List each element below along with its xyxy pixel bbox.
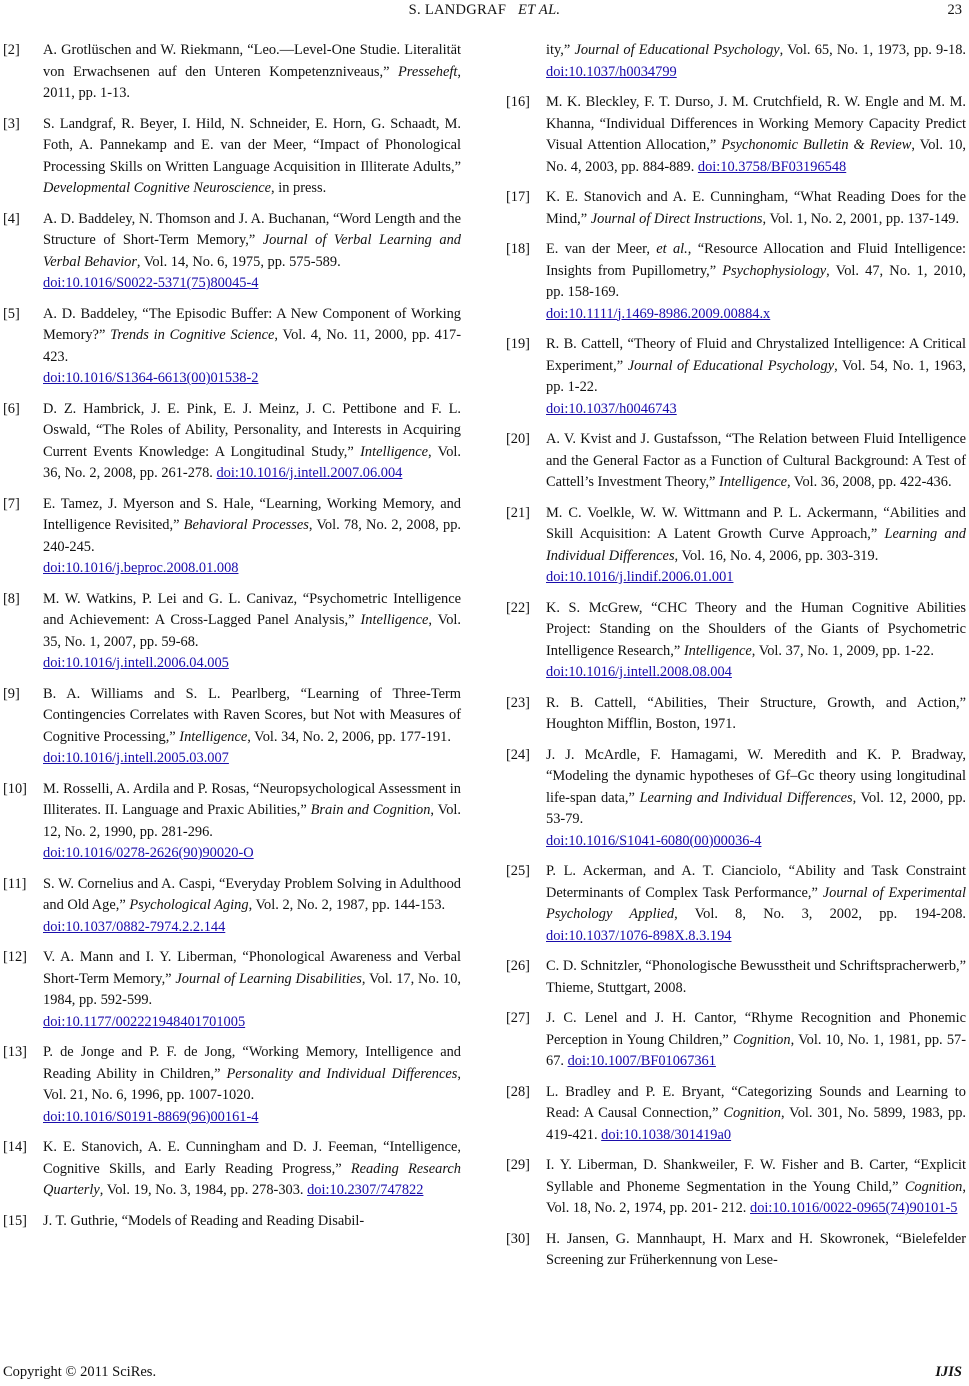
reference-entry <box>506 187 966 230</box>
reference-source-title: Cognition <box>723 1105 781 1121</box>
reference-source-title: Reading Research Quarterly <box>43 1160 461 1198</box>
reference-source-title: Intelligence <box>179 728 248 745</box>
reference-entry <box>506 861 966 947</box>
reference-text: A. D. Baddeley, “The Episodic Buffer: A New Component of Working Memory?” <box>43 305 461 343</box>
reference-number: [13] <box>3 1044 27 1060</box>
reference-number: [5] <box>3 305 20 322</box>
reference-source-title: Cognition <box>904 1178 963 1195</box>
reference-text: S. Landgraf, R. Beyer, I. Hild, N. Schneider, E. Horn, G. Schaadt, M. Foth, A. Pannekamp and E. van der Meer, “Impact of Phonological Processing Skills on Written Language Acquisition in Illiterate Adults,” <box>43 115 461 175</box>
doi-link[interactable]: doi:10.1016/S1041-6080(00)00036-4 <box>546 832 762 849</box>
reference-number: [14] <box>3 1139 27 1155</box>
doi-link[interactable]: doi:10.2307/747822 <box>307 1182 424 1198</box>
reference-text: , Vol. 14, No. 6, 1975, pp. 575-589. <box>136 253 341 270</box>
reference-entry <box>3 494 461 580</box>
doi-link[interactable]: doi:10.1037/1076-898X.8.3.194 <box>546 927 732 944</box>
reference-source-title: Intelligence <box>683 642 752 659</box>
reference-text: , Vol. 10, No. 1, 1981, pp. 57-67. <box>546 1031 967 1069</box>
reference-text: , Vol. 36, No. 2, 2008, pp. 261-278. <box>43 443 461 481</box>
reference-text: , Vol. 4, No. 11, 2000, pp. 417-423. <box>43 327 462 365</box>
reference-source-title: Personality and Individual Differences <box>226 1065 458 1082</box>
reference-text: P. de Jonge and P. F. de Jong, “Working Memory, Intelligence and Reading Ability in Children,” <box>43 1044 461 1082</box>
reference-number: [25] <box>506 863 530 879</box>
doi-link[interactable]: doi:10.3758/BF03196548 <box>697 158 847 175</box>
reference-number: [28] <box>506 1083 530 1100</box>
reference-source-title: Behavioral Processes <box>183 517 309 533</box>
reference-text: M. C. Voelkle, W. W. Wittmann and P. L. Ackermann, “Abilities and Skill Acquisition: A Latent Growth Curve Approach,” <box>546 504 966 542</box>
reference-entry <box>506 745 966 853</box>
reference-entry <box>3 1137 461 1202</box>
reference-text: A. D. Baddeley, N. Thomson and J. A. Buchanan, “Word Length and the Structure of Short-Term Memory,” <box>43 210 461 248</box>
reference-source-title: Psychonomic Bulletin & Review <box>721 137 912 153</box>
doi-link[interactable]: doi:10.1016/S0191-8869(96)00161-4 <box>43 1108 259 1125</box>
reference-text: , Vol. 37, No. 1, 2009, pp. 1-22. <box>751 642 934 659</box>
reference-text: M. W. Watkins, P. Lei and G. L. Canivaz, “Psychometric Intelligence and Achievement: A Cross-Lagged Panel Analysis,” <box>43 590 461 628</box>
reference-number: [20] <box>506 431 530 447</box>
reference-number: [24] <box>506 746 530 763</box>
doi-link[interactable]: doi:10.1177/002221948401701005 <box>43 1013 246 1030</box>
reference-text: , Vol. 21, No. 6, 1996, pp. 1007-1020. <box>43 1065 461 1103</box>
reference-text: A. V. Kvist and J. Gustafsson, “The Relation between Fluid Intelligence and the General Factor as a Function of Cultural Background: A Test of Cattell’s Investment Theory,” <box>546 431 966 490</box>
reference-source-title: Presseheft <box>397 63 458 80</box>
reference-text: M. K. Bleckley, F. T. Durso, J. M. Crutchfield, R. W. Engle and M. M. Khanna, “Individual Differences in Working Memory Capacity Predict Visual Attention Allocation,” <box>546 94 966 153</box>
reference-number: [27] <box>506 1010 530 1026</box>
reference-entry <box>3 209 461 295</box>
reference-text: K. E. Stanovich and A. E. Cunningham, “What Reading Does for the Mind,” <box>546 189 966 227</box>
reference-source-title: Brain and Cognition <box>310 802 431 818</box>
page-number: 23 <box>947 2 962 18</box>
reference-source-title: Journal of Educational Psychology <box>574 42 780 58</box>
reference-text: R. B. Cattell, “Abilities, Their Structure, Growth, and Action,” Houghton Mifflin, Boston, 1971. <box>546 694 966 732</box>
reference-entry <box>506 693 966 736</box>
reference-entry <box>506 1008 966 1073</box>
doi-link[interactable]: doi:10.1037/h0046743 <box>546 400 677 417</box>
reference-text: M. Rosselli, A. Ardila and P. Rosas, “Neuropsychological Assessment in Illiterates. II. Language and Praxic Abilities,” <box>43 780 461 818</box>
reference-text: , Vol. 35, No. 1, 2007, pp. 59-68. <box>43 612 461 650</box>
reference-entry <box>3 589 461 675</box>
journal-abbreviation: IJIS <box>935 1364 962 1380</box>
reference-source-title: Intelligence <box>719 474 787 490</box>
reference-entry <box>506 239 966 325</box>
references-left-column <box>3 40 461 1232</box>
reference-source-title: Intelligence <box>360 443 429 460</box>
reference-text: L. Bradley and P. E. Bryant, “Categorizing Sounds and Learning to Read: A Causal Connection,” <box>546 1083 966 1121</box>
reference-entry <box>3 399 461 485</box>
doi-link[interactable]: doi:10.1016/j.intell.2005.03.007 <box>43 750 229 766</box>
doi-link[interactable]: doi:10.1007/BF01067361 <box>567 1053 716 1069</box>
reference-number: [7] <box>3 495 20 512</box>
reference-text: , Vol. 17, No. 10, 1984, pp. 592-599. <box>43 970 461 1008</box>
reference-entry <box>3 874 461 939</box>
reference-text: P. L. Ackerman, and A. T. Cianciolo, “Ability and Task Constraint Determinants of Complex Task Performance,” <box>546 863 966 901</box>
page-footer <box>0 1364 969 1386</box>
reference-text: I. Y. Liberman, D. Shankweiler, F. W. Fisher and B. Carter, “Explicit Syllable and Phoneme Segmentation in the Young Child,” <box>546 1157 966 1195</box>
reference-text: , in press. <box>271 180 327 196</box>
reference-number: [19] <box>506 336 530 352</box>
reference-source-title: Journal of Direct Instructions <box>590 210 763 227</box>
doi-link[interactable]: doi:10.1016/j.lindif.2006.01.001 <box>546 569 734 585</box>
references-right-column <box>506 40 966 1272</box>
reference-text: , “Resource Allocation and Fluid Intelligence: Insights from Pupillometry,” <box>546 241 966 279</box>
reference-text: A. Grotlüschen and W. Riekmann, “Leo.—Level-One Studie. Literalität von Erwachsenen auf den Unteren Kompetenzniveaus,” <box>43 42 461 80</box>
reference-text: , Vol. 8, No. 3, 2002, pp. 194-208. <box>674 906 966 922</box>
running-header <box>0 2 969 24</box>
reference-number: [12] <box>3 949 27 965</box>
reference-text: , Vol. 1, No. 2, 2001, pp. 137-149. <box>762 210 960 227</box>
reference-entry <box>3 40 461 105</box>
header-authors: S. LANDGRAF ET AL. <box>408 2 561 18</box>
reference-number: [29] <box>506 1157 530 1173</box>
reference-entry <box>3 1042 461 1128</box>
reference-entry <box>3 779 461 865</box>
reference-source-title: Trends in Cognitive Science <box>110 327 275 343</box>
reference-text: , Vol. 16, No. 4, 2006, pp. 303-319. <box>674 547 879 564</box>
doi-link[interactable]: doi:10.1016/j.intell.2007.06.004 <box>216 465 403 481</box>
reference-entry <box>3 947 461 1033</box>
reference-text: , 2011, pp. 1-13. <box>43 63 461 101</box>
reference-text: , Vol. 54, No. 1, 1963, pp. 1-22. <box>546 357 967 395</box>
doi-link[interactable]: doi:10.1016/0278-2626(90)90020-O <box>43 845 254 861</box>
reference-number: [17] <box>506 189 530 205</box>
reference-number: [9] <box>3 685 20 702</box>
reference-number: [22] <box>506 599 530 616</box>
doi-link[interactable]: doi:10.1016/S0022-5371(75)80045-4 <box>43 275 259 291</box>
reference-entry <box>506 429 966 494</box>
reference-text: ity,” <box>546 42 575 58</box>
reference-text: , Vol. 78, No. 2, 2008, pp. 240-245. <box>43 517 461 555</box>
reference-number: [6] <box>3 400 20 417</box>
reference-entry <box>506 598 966 684</box>
reference-number: [2] <box>3 42 20 58</box>
doi-link[interactable]: doi:10.1037/0882-7974.2.2.144 <box>43 918 226 935</box>
reference-number: [8] <box>3 590 20 607</box>
reference-number: [4] <box>3 210 20 227</box>
reference-entry <box>3 684 461 770</box>
doi-link[interactable]: doi:10.1016/j.beproc.2008.01.008 <box>43 560 239 576</box>
reference-entry <box>506 956 966 999</box>
reference-text: S. W. Cornelius and A. Caspi, “Everyday Problem Solving in Adulthood and Old Age,” <box>43 875 461 913</box>
reference-text: , Vol. 12, No. 2, 1990, pp. 281-296. <box>43 802 462 840</box>
doi-link[interactable]: doi:10.1016/S1364-6613(00)01538-2 <box>43 370 259 386</box>
doi-link[interactable]: doi:10.1037/h0034799 <box>546 63 677 80</box>
reference-text: , Vol. 301, No. 5899, 1983, pp. 419-421. <box>546 1105 966 1143</box>
reference-text: , Vol. 18, No. 2, 1974, pp. 201- 212. <box>546 1178 966 1216</box>
reference-number: [10] <box>3 780 27 797</box>
reference-entry <box>506 503 966 589</box>
reference-entry <box>3 114 461 200</box>
reference-source-title: Cognition <box>733 1031 791 1048</box>
doi-link[interactable]: doi:10.1016/j.intell.2006.04.005 <box>43 655 229 671</box>
reference-text: D. Z. Hambrick, J. E. Pink, E. J. Meinz, J. C. Pettibone and F. L. Oswald, “The Roles of Ability, Personality, and Interests in Acquiring Current Events Knowledge: A Longitudinal Study,” <box>43 400 461 460</box>
reference-source-title: Learning and Individual Differences <box>639 789 853 806</box>
reference-number: [3] <box>3 115 20 132</box>
reference-number: [26] <box>506 958 530 974</box>
reference-text: J. T. Guthrie, “Models of Reading and Reading Disabil- <box>43 1212 365 1229</box>
doi-link[interactable]: doi:10.1016/0022-0965(74)90101-5 <box>750 1200 958 1216</box>
reference-source-title: Journal of Verbal Learning and Verbal Behavior <box>43 232 461 270</box>
reference-text: , Vol. 2, No. 2, 1987, pp. 144-153. <box>248 897 446 913</box>
reference-entry <box>506 92 966 178</box>
reference-source-title: Learning and Individual Differences <box>546 526 966 564</box>
reference-text: , Vol. 34, No. 2, 2006, pp. 177-191. <box>247 728 451 745</box>
reference-number: [23] <box>506 694 530 711</box>
reference-number: [18] <box>506 241 530 257</box>
reference-text: , Vol. 36, 2008, pp. 422-436. <box>786 474 952 490</box>
reference-text: R. B. Cattell, “Theory of Fluid and Chrystalized Intelligence: A Critical Experiment,” <box>546 336 966 374</box>
reference-text: C. D. Schnitzler, “Phonologische Bewusstheit und Schriftspracherwerb,” Thieme, Stuttgart, 2008. <box>546 958 966 996</box>
doi-link[interactable]: doi:10.1016/j.intell.2008.08.004 <box>546 664 732 680</box>
reference-entry <box>506 1155 966 1220</box>
reference-source-title: Psychological Aging <box>129 897 249 913</box>
reference-text: K. S. McGrew, “CHC Theory and the Human Cognitive Abilities Project: Standing on the Shoulders of the Giants of Psychometric Intelligence Research,” <box>546 599 966 659</box>
reference-source-title: Journal of Learning Disabilities <box>175 970 362 987</box>
reference-entry <box>506 334 966 420</box>
reference-number: [21] <box>506 504 530 521</box>
reference-source-title: Psychophysiology <box>722 262 827 279</box>
reference-text: K. E. Stanovich, A. E. Cunningham and D. J. Feeman, “Intelligence, Cognitive Skills, and Early Reading Progress,” <box>43 1139 461 1177</box>
reference-entry <box>506 40 966 83</box>
reference-source-title: Journal of Experimental Psychology Applied <box>546 884 966 922</box>
reference-number: [15] <box>3 1212 27 1229</box>
reference-entry <box>3 1211 461 1233</box>
reference-entry <box>506 1082 966 1147</box>
reference-text: E. Tamez, J. Myerson and S. Hale, “Learning, Working Memory, and Intelligence Revisited,” <box>43 495 461 533</box>
reference-number: [16] <box>506 94 530 110</box>
reference-text: , Vol. 65, No. 1, 1973, pp. 9-18. <box>779 42 966 58</box>
reference-text: V. A. Mann and I. Y. Liberman, “Phonological Awareness and Verbal Short-Term Memory,” <box>43 949 461 987</box>
reference-entry <box>506 1229 966 1272</box>
reference-text: , Vol. 12, 2000, pp. 53-79. <box>546 789 966 827</box>
doi-link[interactable]: doi:10.1111/j.1469-8986.2009.00884.x <box>546 305 771 322</box>
reference-source-title: Journal of Educational Psychology <box>627 357 835 374</box>
reference-text: , Vol. 19, No. 3, 1984, pp. 278-303. <box>99 1182 308 1198</box>
doi-link[interactable]: doi:10.1038/301419a0 <box>601 1126 732 1143</box>
reference-text: , Vol. 47, No. 1, 2010, pp. 158-169. <box>546 262 966 300</box>
reference-text: E. van der Meer, <box>546 241 657 257</box>
reference-number: [30] <box>506 1230 530 1247</box>
reference-text: J. J. McArdle, F. Hamagami, W. Meredith and K. P. Bradway, “Modeling the dynamic hypotheses of Gf–Gc theory using longitudinal life-span data,” <box>546 746 966 806</box>
copyright-notice: Copyright © 2011 SciRes. <box>3 1364 157 1380</box>
reference-text: H. Jansen, G. Mannhaupt, H. Marx and H. Skowronek, “Bielefelder Screening zur Früherkennung von Lese- <box>546 1230 966 1268</box>
reference-text: B. A. Williams and S. L. Pearlberg, “Learning of Three-Term Contingencies Correlates with Raven Scores, but Not with Measures of Cognitive Processing,” <box>43 685 461 745</box>
reference-source-title: Developmental Cognitive Neuroscience <box>43 180 272 196</box>
reference-source-title: et al. <box>656 241 688 257</box>
reference-text: J. C. Lenel and J. H. Cantor, “Rhyme Recognition and Phonemic Perception in Young Children,” <box>546 1010 966 1048</box>
reference-number: [11] <box>3 875 27 892</box>
reference-source-title: Intelligence <box>360 612 429 628</box>
reference-text: , Vol. 10, No. 4, 2003, pp. 884-889. <box>546 137 967 175</box>
reference-entry <box>3 304 461 390</box>
